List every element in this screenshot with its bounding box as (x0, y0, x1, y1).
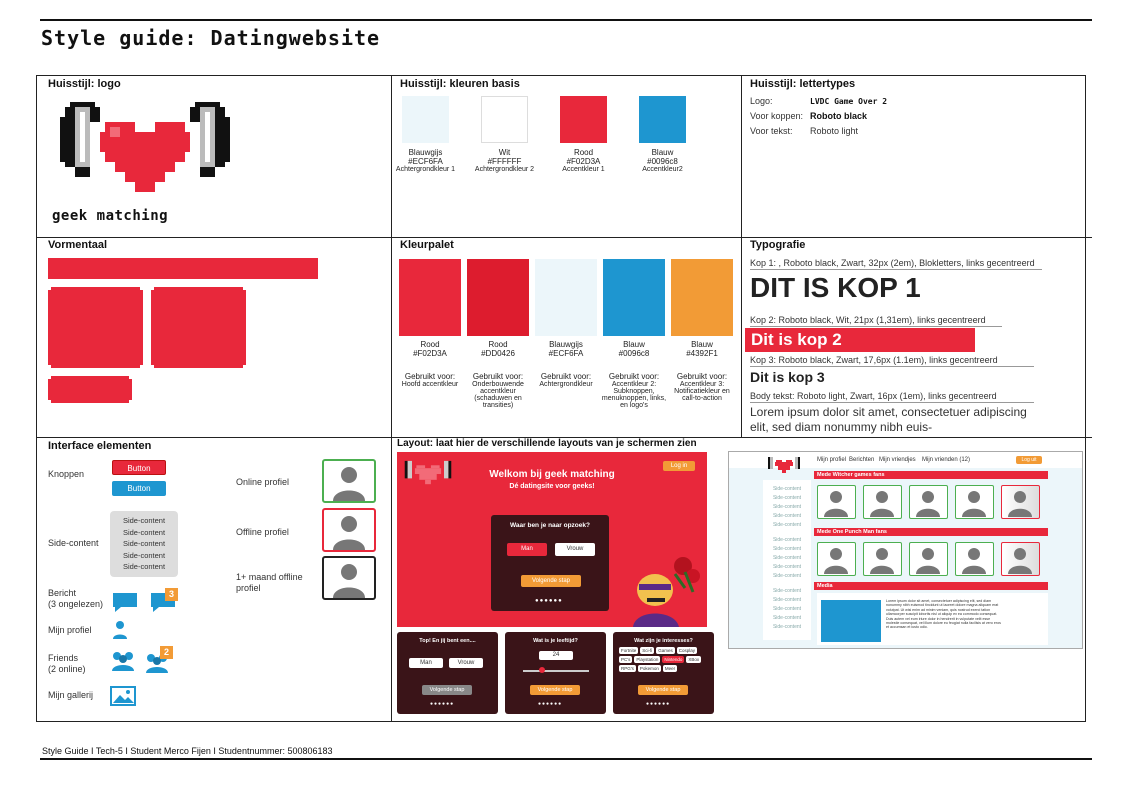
grid-divider (741, 237, 742, 437)
age-slider-track[interactable] (523, 670, 589, 672)
step-dots: ●●●●●● (535, 598, 563, 604)
welcome-subtitle: Dé datingsite voor geeks! (509, 483, 595, 490)
swatch-ice (402, 96, 449, 143)
swatch-blue (639, 96, 686, 143)
side-content-label: Side-content (48, 538, 99, 548)
interest-tag[interactable]: Fortnite (621, 648, 637, 653)
page-title: Style guide: Datingwebsite (41, 26, 381, 50)
vrienden-label: Friends (2 online) (48, 653, 86, 674)
fonts-heading: Huisstijl: lettertypes (750, 78, 856, 90)
step1-dots: ●●●●●● (430, 701, 455, 707)
interface-heading: Interface elementen (48, 440, 152, 452)
age-input[interactable]: 24 (539, 651, 573, 660)
character-illustration (625, 554, 705, 627)
step1-man[interactable]: Man (409, 658, 443, 668)
side-content-box: Side-content Side-content Side-content Side-content Side-content (110, 511, 178, 577)
gallery-icon (110, 686, 136, 706)
media-image (821, 600, 881, 642)
interest-tag[interactable]: XBox (688, 657, 700, 662)
avatar-offline-month[interactable] (322, 556, 376, 600)
interest-tags (619, 647, 709, 672)
profile-thumb[interactable] (1001, 542, 1040, 576)
grid-divider (741, 75, 742, 237)
shape-button (48, 376, 132, 403)
interest-tag[interactable]: Playstation (636, 657, 659, 662)
offline-month-label: 1+ maand offline profiel (236, 572, 303, 593)
vrouw-option[interactable]: Vrouw (555, 543, 595, 556)
font-logo-label: Logo: (750, 96, 773, 106)
grid-divider (36, 237, 1092, 238)
media-text: Lorem ipsum dolor sit amet, consectetuer adipiscing elit, sed diam nonummy nibh euismod tincidunt ut laoreet dolore magna aliquam erat volutpat. Ut wisi enim ad minim veniam, quis nostrud exerci tation ullamcorper suscipit lobortis nisl ut aliquip ex ea commodo consequat. Duis autem vel eum iriure dolor in hendrerit in vulputate velit esse molestie consequat, vel illum dolore eu feugiat nulla facilisis at vero eros et accumsan et iusto odio. (886, 599, 1001, 630)
step3-title: Wat zijn je interesses? (634, 638, 693, 644)
nav-profile[interactable]: Mijn profiel (817, 457, 847, 463)
palette-swatch-ice (535, 259, 597, 336)
body-desc: Body tekst: Roboto light, Zwart, 16px (1em), links gecentreerd (750, 391, 1034, 403)
profile-thumb[interactable] (817, 542, 856, 576)
logo-text: geek matching (52, 208, 169, 224)
interest-tag[interactable]: Meer (664, 666, 676, 671)
body-sample: Lorem ipsum dolor sit amet, consectetuer adipiscing elit, sed diam nonummy nibh euis- (750, 405, 1027, 434)
logo-heart-wings-icon (60, 96, 230, 208)
knoppen-label: Knoppen (48, 469, 85, 479)
k1-sample: DIT IS KOP 1 (750, 272, 921, 303)
nav-friends-count[interactable]: Mijn vrienden (12) (922, 457, 971, 463)
profile-thumb[interactable] (1001, 485, 1040, 519)
profiel-label: Mijn profiel (48, 625, 92, 635)
nav-messages[interactable]: Berichten (849, 457, 875, 463)
friends-count-badge: 2 (160, 646, 173, 659)
step1-title: Top! En jij bent een.... (419, 638, 476, 644)
question-panel (491, 515, 609, 611)
palette-swatch-red (399, 259, 461, 336)
profile-thumb[interactable] (955, 542, 994, 576)
sample-blue-button[interactable]: Button (112, 481, 166, 496)
question-text: Waar ben je naar opzoek? (510, 522, 590, 529)
k3-desc: Kop 3: Roboto black, Zwart, 17,6px (1.1em), links gecentreerd (750, 355, 1034, 367)
font-head-label: Voor koppen: (750, 111, 804, 121)
mini-logo-icon (403, 458, 453, 490)
profile-thumb[interactable] (817, 485, 856, 519)
font-text-label: Voor tekst: (750, 126, 793, 136)
top-rule (40, 19, 1092, 21)
landing-mockup (397, 452, 707, 627)
step2-next[interactable]: Volgende stap (530, 685, 580, 695)
interest-tag[interactable]: RPG's (621, 666, 634, 671)
swatch-white (481, 96, 528, 143)
login-button[interactable]: Log in (663, 461, 695, 471)
k2-sample: Dit is kop 2 (751, 330, 842, 349)
sample-red-button[interactable]: Button (112, 460, 166, 475)
man-option[interactable]: Man (507, 543, 547, 556)
row-title-media: Media (814, 582, 1048, 590)
step3-next[interactable]: Volgende stap (638, 685, 688, 695)
footer-text: Style Guide I Tech-5 I Student Merco Fijen I Studentnummer: 500806183 (42, 746, 333, 756)
palette-swatch-blue (603, 259, 665, 336)
dashboard-mockup (728, 451, 1083, 649)
offline-label: Offline profiel (236, 527, 289, 537)
age-slider-handle[interactable] (539, 667, 545, 673)
k3-sample: Dit is kop 3 (750, 369, 825, 385)
profile-thumb[interactable] (955, 485, 994, 519)
logout-button[interactable]: Log uit (1016, 456, 1042, 464)
avatar-offline[interactable] (322, 508, 376, 552)
palette-swatch-darkred (467, 259, 529, 336)
font-text-value: Roboto light (810, 126, 859, 136)
font-head-value: Roboto black (810, 111, 868, 121)
font-logo-value: LVDC Game Over 2 (810, 97, 888, 106)
friends-icon (110, 650, 136, 672)
step1-panel (397, 632, 498, 714)
interest-tag[interactable]: Pokemon (639, 666, 659, 671)
profile-thumb[interactable] (863, 485, 902, 519)
typography-heading: Typografie (750, 239, 806, 251)
logo-heading: Huisstijl: logo (48, 78, 121, 90)
step3-panel (613, 632, 714, 714)
row-title-witcher: Mede Witcher games fans (814, 471, 1048, 479)
welcome-title: Welkom bij geek matching (489, 469, 615, 480)
message-icon (112, 592, 138, 614)
step2-dots: ●●●●●● (538, 701, 563, 707)
step1-vrouw[interactable]: Vrouw (449, 658, 483, 668)
k2-desc: Kop 2: Roboto black, Wit, 21px (1,31em), links gecentreerd (750, 315, 1002, 327)
layout-heading: Layout: laat hier de verschillende layouts van je schermen zien (397, 438, 697, 449)
dashboard-logo-icon (767, 455, 801, 477)
shapes-heading: Vormentaal (48, 239, 108, 251)
step2-title: Wat is je leeftijd? (533, 638, 578, 644)
shape-square (151, 287, 246, 368)
step1-next[interactable]: Volgende stap (422, 685, 472, 695)
bottom-rule (40, 758, 1092, 760)
shape-square (48, 287, 143, 368)
interest-tag[interactable]: Sci-fi (642, 648, 653, 653)
swatch-red (560, 96, 607, 143)
palette-heading: Kleurpalet (400, 239, 454, 251)
avatar-online[interactable] (322, 459, 376, 503)
next-step-button[interactable]: Volgende stap (521, 575, 581, 587)
message-count-badge: 3 (165, 588, 178, 601)
profile-thumb[interactable] (909, 542, 948, 576)
shape-bar (48, 258, 318, 279)
online-label: Online profiel (236, 477, 290, 487)
interest-tag[interactable]: Cosplay (678, 648, 696, 653)
dashboard-sidebar: Side-content Side-content Side-content Side-content Side-content Side-content Side-content Side-content Side-content Side-content Side-content Side-content Side-content Side-content Side-content (763, 480, 811, 640)
colors-heading: Huisstijl: kleuren basis (400, 78, 520, 90)
bericht-label: Bericht (3 ongelezen) (48, 588, 104, 609)
interest-tag[interactable]: PC's (621, 657, 631, 662)
opm-profiles (817, 542, 1040, 576)
profile-thumb[interactable] (909, 485, 948, 519)
interest-tag[interactable]: Games (658, 648, 673, 653)
witcher-profiles (817, 485, 1040, 519)
row-title-opm: Mede One Punch Man fans (814, 528, 1048, 536)
interest-tag-selected[interactable]: Nintendo (664, 657, 683, 662)
profile-thumb[interactable] (863, 542, 902, 576)
step3-dots: ●●●●●● (646, 701, 671, 707)
nav-friends[interactable]: Mijn vriendjes (879, 457, 916, 463)
profile-icon (112, 620, 128, 640)
palette-swatch-orange (671, 259, 733, 336)
k1-desc: Kop 1: , Roboto black, Zwart, 32px (2em), Blokletters, links gecentreerd (750, 258, 1042, 270)
step2-panel (505, 632, 606, 714)
gallerij-label: Mijn gallerij (48, 690, 94, 700)
